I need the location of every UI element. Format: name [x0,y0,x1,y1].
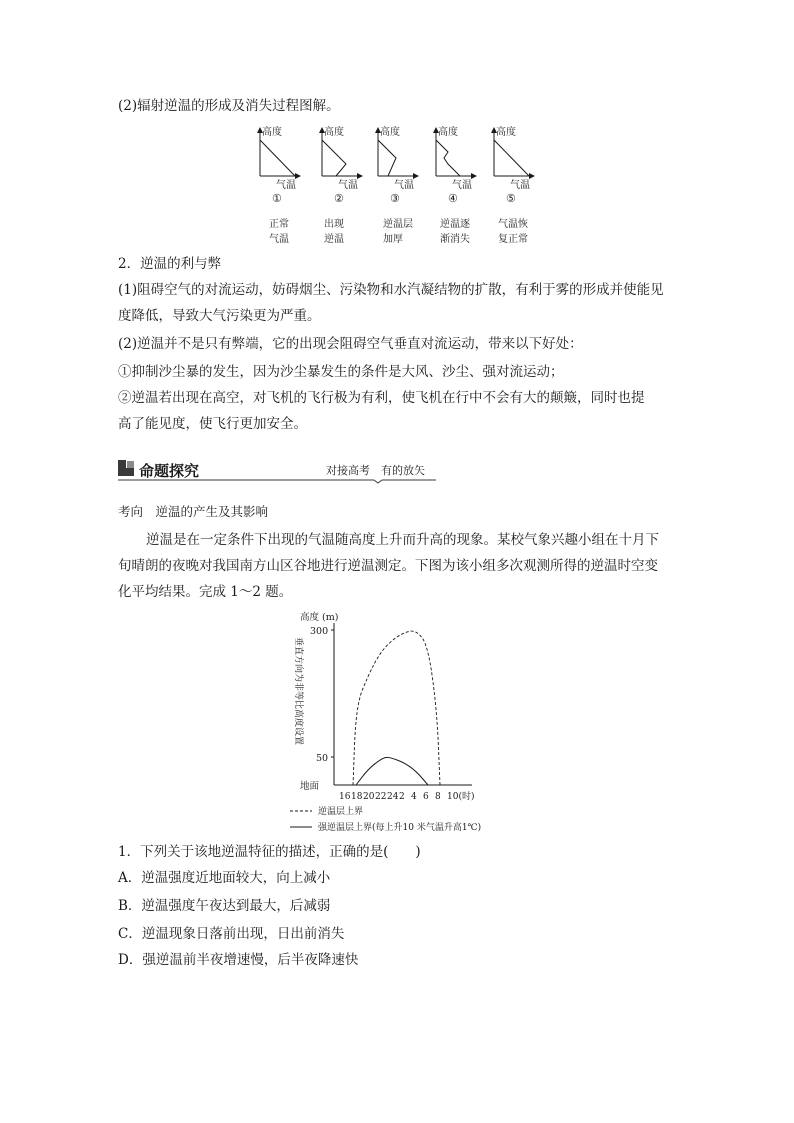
banner-square-icon [118,460,134,476]
axis-x-label: 气温 [452,180,472,191]
panel-number: ④ [448,192,458,205]
legend-dashed-label: 逆温层上界 [318,807,364,817]
banner-underline [118,478,436,484]
axis-x-label: 气温 [394,180,414,191]
inversion-chart [282,605,522,840]
paragraph: ②逆温若出现在高空，对飞机的飞行极为有利，使飞机在行中不会有大的颠簸，同时也提 [118,390,645,406]
paragraph: 化平均结果。完成 1～2 题。 [118,584,293,600]
panel-caption-2: 加厚 [383,234,403,245]
panel-caption-2: 复正常 [498,234,528,245]
x-tick-label: 6 [423,792,429,802]
x-tick-label: 24 [387,792,399,802]
x-tick-label: 18 [351,792,363,802]
paragraph: 旬晴朗的夜晚对我国南方山区谷地进行逆温测定。下图为该小组多次观测所得的逆温时空变 [118,558,658,574]
temp-profile-line [436,140,460,176]
x-tick-label: 8 [435,792,441,802]
section-heading: (2)辐射逆温的形成及消失过程图解。 [118,98,340,114]
section-banner [118,458,436,482]
panel-caption-1: 逆温层 [383,219,413,230]
temp-profile-line [322,140,346,176]
axis-x-label: 气温 [276,180,296,191]
y-tick-300: 300 [310,626,329,637]
axis-x-label: 气温 [510,180,530,191]
panel-caption-2: 逆温 [324,234,344,245]
axis-y-label: 高度 [380,127,400,138]
option-d: D．强逆温前半夜增速慢，后半夜降速快 [118,952,359,968]
process-panel-1 [260,125,300,245]
x-tick-labels [339,790,474,802]
axis-y-label: 高度 [438,127,458,138]
chart-legend [290,805,481,833]
process-panel-2 [322,125,362,245]
panel-number: ⑤ [506,192,516,205]
panel-number: ② [334,192,344,205]
axis-y-label: 高度 [496,127,516,138]
banner-slogan: 对接高考 有的放矢 [326,464,425,477]
chart-ylabel-top: 高度 (m) [300,612,339,623]
process-diagram [250,120,550,250]
panel-caption-1: 逆温逐 [440,219,470,230]
panel-caption-1: 出现 [324,219,344,230]
legend-solid-label: 强逆温层上界(每上升10 米气温升高1℃) [318,823,482,833]
paragraph: (1)阻碍空气的对流运动，妨碍烟尘、污染物和水汽凝结物的扩散，有利于雾的形成并使能见 [118,282,664,298]
chart-ylabel-side: 垂直方向为非等比高度设置 [293,637,303,746]
process-panel-5 [494,125,534,245]
x-tick-label: 2 [399,792,405,802]
option-a: A．逆温强度近地面较大，向上减小 [118,870,331,886]
topic-label: 考向 逆温的产生及其影响 [118,504,269,519]
section-title: 2．逆温的利与弊 [118,256,222,272]
option-b: B．逆温强度午夜达到最大，后减弱 [118,898,331,914]
y-ground-label: 地面 [300,781,320,792]
y-tick-50: 50 [316,753,329,764]
paragraph: 度降低，导致大气污染更为严重。 [118,308,321,324]
axis-y-label: 高度 [324,127,344,138]
panel-caption-1: 气温恢 [498,219,528,230]
panel-caption-2: 气温 [269,234,289,245]
panel-number: ① [272,192,282,205]
x-tick-label: 4 [411,792,417,802]
panel-caption-2: 渐消失 [440,234,470,245]
paragraph: (2)逆温并不是只有弊端，它的出现会阻碍空气垂直对流运动，带来以下好处： [118,336,583,352]
x-tick-label: 10(时) [447,792,475,802]
process-panel-4 [436,125,476,245]
axis-y-label: 高度 [262,127,282,138]
temp-profile-line [494,140,529,176]
series-strong-inversion-upper [356,757,428,785]
x-tick-label: 20 [363,792,375,802]
x-tick-label: 16 [339,792,351,802]
process-panel-3 [378,125,418,245]
question-stem: 1．下列关于该地逆温特征的描述，正确的是( ) [118,844,421,860]
axis-x-label: 气温 [338,180,358,191]
banner-title: 命题探究 [139,462,200,480]
series-inversion-upper [353,631,440,785]
option-c: C．逆温现象日落前出现，日出前消失 [118,926,345,942]
paragraph: ①抑制沙尘暴的发生，因为沙尘暴发生的条件是大风、沙尘、强对流运动； [118,364,564,380]
x-tick-label: 22 [375,792,387,802]
temp-profile-line [260,140,295,176]
paragraph: 逆温是在一定条件下出现的气温随高度上升而升高的现象。某校气象兴趣小组在十月下 [146,532,659,548]
panel-caption-1: 正常 [269,219,289,230]
panel-number: ③ [390,192,400,205]
temp-profile-line [378,140,396,176]
paragraph: 高了能见度，使飞行更加安全。 [118,416,307,432]
